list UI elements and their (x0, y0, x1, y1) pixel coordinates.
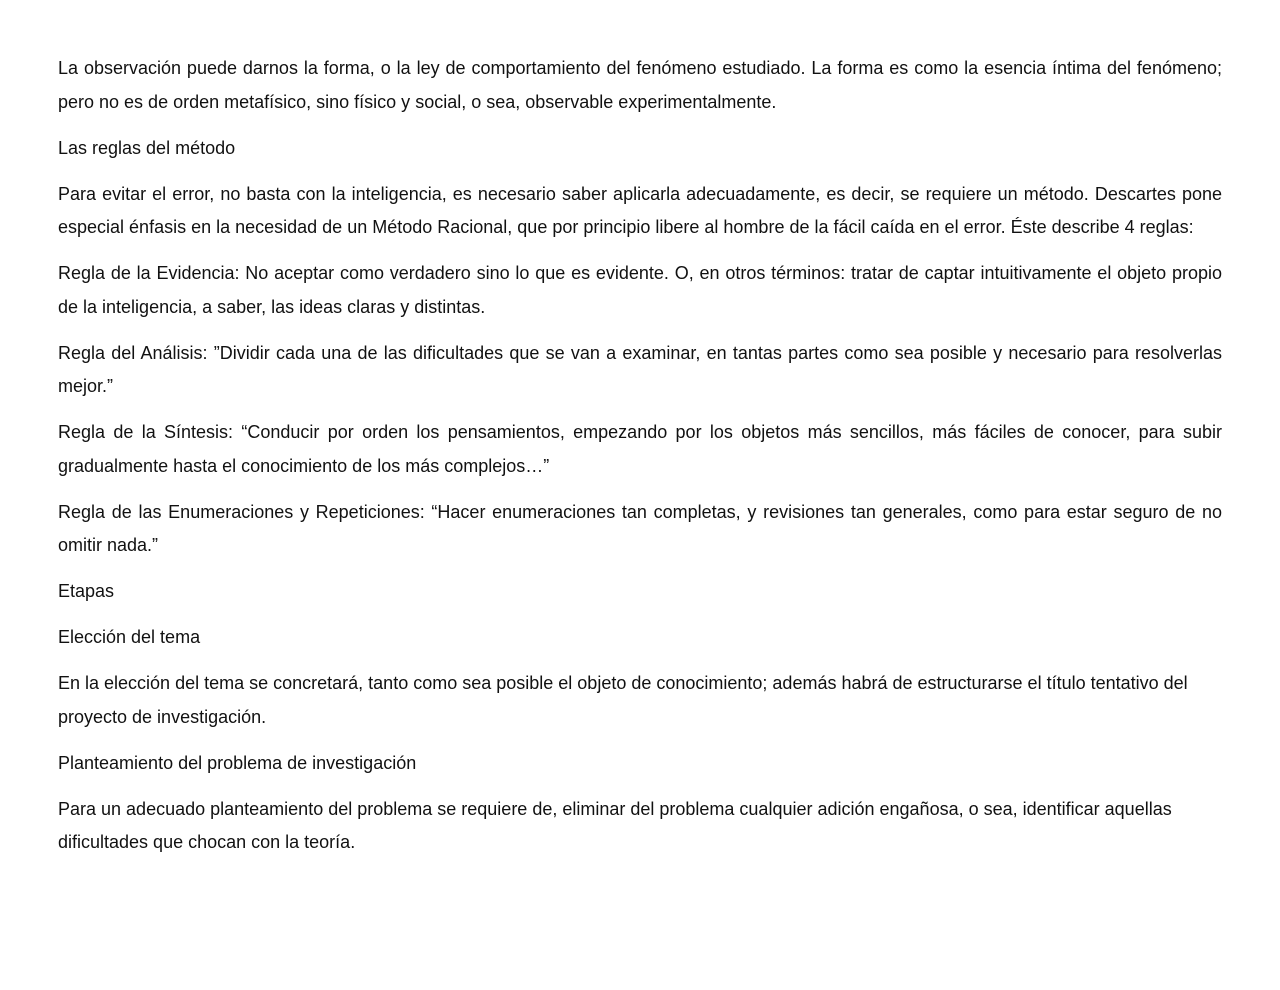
paragraph-regla-evidencia: Regla de la Evidencia: No aceptar como verdadero sino lo que es evidente. O, en otros términos: tratar de captar intuitivamente el objeto propio de la inteligencia, a saber, las ideas claras y distintas. (58, 263, 1222, 317)
paragraph-eleccion-tema: En la elección del tema se concretará, tanto como sea posible el objeto de conocimiento; además habrá de estructurarse el título tentativo del proyecto de investigación. (58, 673, 1188, 727)
paragraph-regla-analisis: Regla del Análisis: ”Dividir cada una de las dificultades que se van a examinar, en tantas partes como sea posible y necesario para resolverlas mejor.” (58, 342, 1222, 396)
heading-reglas-del-metodo: Las reglas del método (58, 137, 236, 158)
paragraph-evitar-error: Para evitar el error, no basta con la inteligencia, es necesario saber aplicarla adecuadamente, es decir, se requiere un método. Descartes pone especial énfasis en la necesidad de un Método Racional, que por principio libere al hombre de la fácil caída en el error. Éste describe 4 reglas: (58, 183, 1222, 237)
heading-eleccion-tema: Elección del tema (58, 627, 201, 647)
paragraph-regla-enumeraciones: Regla de las Enumeraciones y Repeticiones: “Hacer enumeraciones tan completas, y revisiones tan generales, como para estar seguro de no omitir nada.” (58, 501, 1222, 555)
paragraph-planteamiento-problema: Para un adecuado planteamiento del problema se requiere de, eliminar del problema cualquier adición engañosa, o sea, identificar aquellas dificultades que chocan con la teoría. (58, 798, 1172, 852)
heading-etapas: Etapas (58, 581, 115, 601)
heading-planteamiento-problema: Planteamiento del problema de investigación (58, 752, 417, 773)
paragraph-regla-sintesis: Regla de la Síntesis: “Conducir por orden los pensamientos, empezando por los objetos más sencillos, más fáciles de conocer, para subir gradualmente hasta el conocimiento de los más complejos…” (58, 422, 1222, 476)
paragraph-observacion: La observación puede darnos la forma, o la ley de comportamiento del fenómeno estudiado. La forma es como la esencia íntima del fenómeno; pero no es de orden metafísico, sino físico y social, o sea, observable experimentalmente. (58, 58, 1222, 112)
